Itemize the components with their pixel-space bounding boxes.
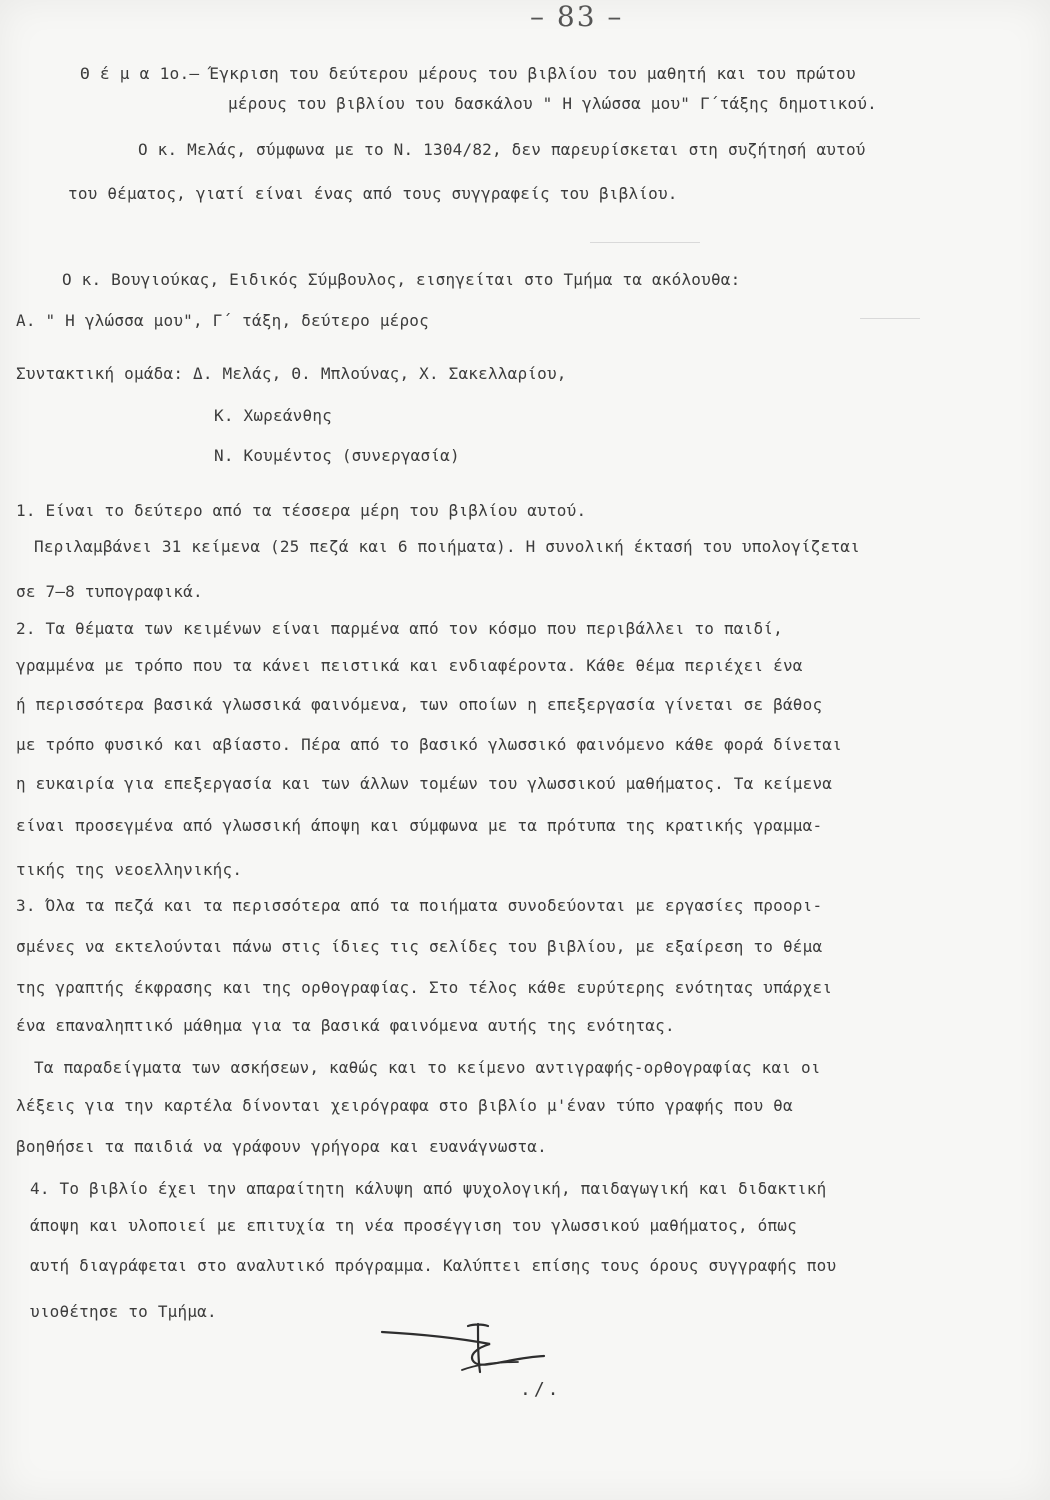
text-line: ή περισσότερα βασικά γλωσσικά φαινόμενα, των οποίων η επεξεργασία γίνεται σε βάθος <box>16 695 823 714</box>
text-line: Ο κ. Βουγιούκας, Ειδικός Σύμβουλος, εισηγείται στο Τμήμα τα ακόλουθα: <box>62 270 741 289</box>
text-line: 2. Τα θέματα των κειμένων είναι παρμένα από τον κόσμο που περιβάλλει το παιδί, <box>16 619 783 638</box>
text-line: Περιλαμβάνει 31 κείμενα (25 πεζά και 6 ποιήματα). Η συνολική έκτασή του υπολογίζεται <box>34 537 860 556</box>
text-line: ένα επαναληπτικό μάθημα για τα βασικά φαινόμενα αυτής της ενότητας. <box>16 1016 675 1035</box>
text-line: 4. Το βιβλίο έχει την απαραίτητη κάλυψη από ψυχολογική, παιδαγωγική και διδακτική <box>30 1179 827 1198</box>
text-line: αυτή διαγράφεται στο αναλυτικό πρόγραμμα. Καλύπτει επίσης τους όρους συγγραφής που <box>30 1256 837 1275</box>
text-line: λέξεις για την καρτέλα δίνονται χειρόγραφα στο βιβλίο μ'έναν τύπο γραφής που θα <box>16 1096 793 1115</box>
text-line: βοηθήσει τα παιδιά να γράφουν γρήγορα και ευανάγνωστα. <box>16 1137 547 1156</box>
section-heading: Α. " Η γλώσσα μου", Γ΄ τάξη, δεύτερο μέρος <box>16 311 429 330</box>
authors-line: Συντακτική ομάδα: Δ. Μελάς, Θ. Μπλούνας, Χ. Σακελλαρίου, <box>16 364 567 383</box>
text-line: του θέματος, γιατί είναι ένας από τους συγγραφείς του βιβλίου. <box>68 184 678 203</box>
text-line: Τα παραδείγματα των ασκήσεων, καθώς και το κείμενο αντιγραφής-ορθογραφίας και οι <box>34 1058 821 1077</box>
subject-heading-line-1: Θ έ μ α 1ο.– Έγκριση του δεύτερου μέρους του βιβλίου του μαθητή και του πρώτου <box>80 64 856 83</box>
text-line: 1. Είναι το δεύτερο από τα τέσσερα μέρη του βιβλίου αυτού. <box>16 501 587 520</box>
text-line: άποψη και υλοποιεί με επιτυχία τη νέα προσέγγιση του γλωσσικού μαθήματος, όπως <box>30 1216 797 1235</box>
bleed-through-mark <box>860 318 920 319</box>
text-line: σμένες να εκτελούνται πάνω στις ίδιες τις σελίδες του βιβλίου, με εξαίρεση το θέμα <box>16 937 823 956</box>
bleed-through-mark <box>590 242 700 243</box>
text-line: 3. Όλα τα πεζά και τα περισσότερα από τα ποιήματα συνοδεύονται με εργασίες προορι- <box>16 896 823 915</box>
text-line: τικής της νεοελληνικής. <box>16 860 243 879</box>
text-line: με τρόπο φυσικό και αβίαστο. Πέρα από το βασικό γλωσσικό φαινόμενο κάθε φορά δίνεται <box>16 735 842 754</box>
authors-line: Κ. Χωρεάνθης <box>214 406 332 425</box>
text-line: η ευκαιρία για επεξεργασία και των άλλων τομέων του γλωσσικού μαθήματος. Τα κείμενα <box>16 774 833 793</box>
text-line: είναι προσεγμένα από γλωσσική άποψη και σύμφωνα με τα πρότυπα της κρατικής γραμμα- <box>16 816 823 835</box>
text-line: υιοθέτησε το Τμήμα. <box>30 1302 217 1321</box>
text-line: σε 7–8 τυπογραφικά. <box>16 582 203 601</box>
text-line: της γραπτής έκφρασης και της ορθογραφίας. Στο τέλος κάθε ευρύτερης ενότητας υπάρχει <box>16 978 833 997</box>
handwritten-signature <box>378 1318 558 1388</box>
authors-line: Ν. Κουμέντος (συνεργασία) <box>214 446 460 465</box>
page-number: – 83 – <box>530 0 624 33</box>
subject-heading-line-2: μέρους του βιβλίου του δασκάλου " Η γλώσσα μου" Γ΄τάξης δημοτικού. <box>228 94 877 113</box>
text-line: γραμμένα με τρόπο που τα κάνει πειστικά και ενδιαφέροντα. Κάθε θέμα περιέχει ένα <box>16 656 803 675</box>
continuation-mark: ./. <box>520 1379 562 1400</box>
text-line: Ο κ. Μελάς, σύμφωνα με το Ν. 1304/82, δεν παρευρίσκεται στη συζήτησή αυτού <box>138 140 866 159</box>
